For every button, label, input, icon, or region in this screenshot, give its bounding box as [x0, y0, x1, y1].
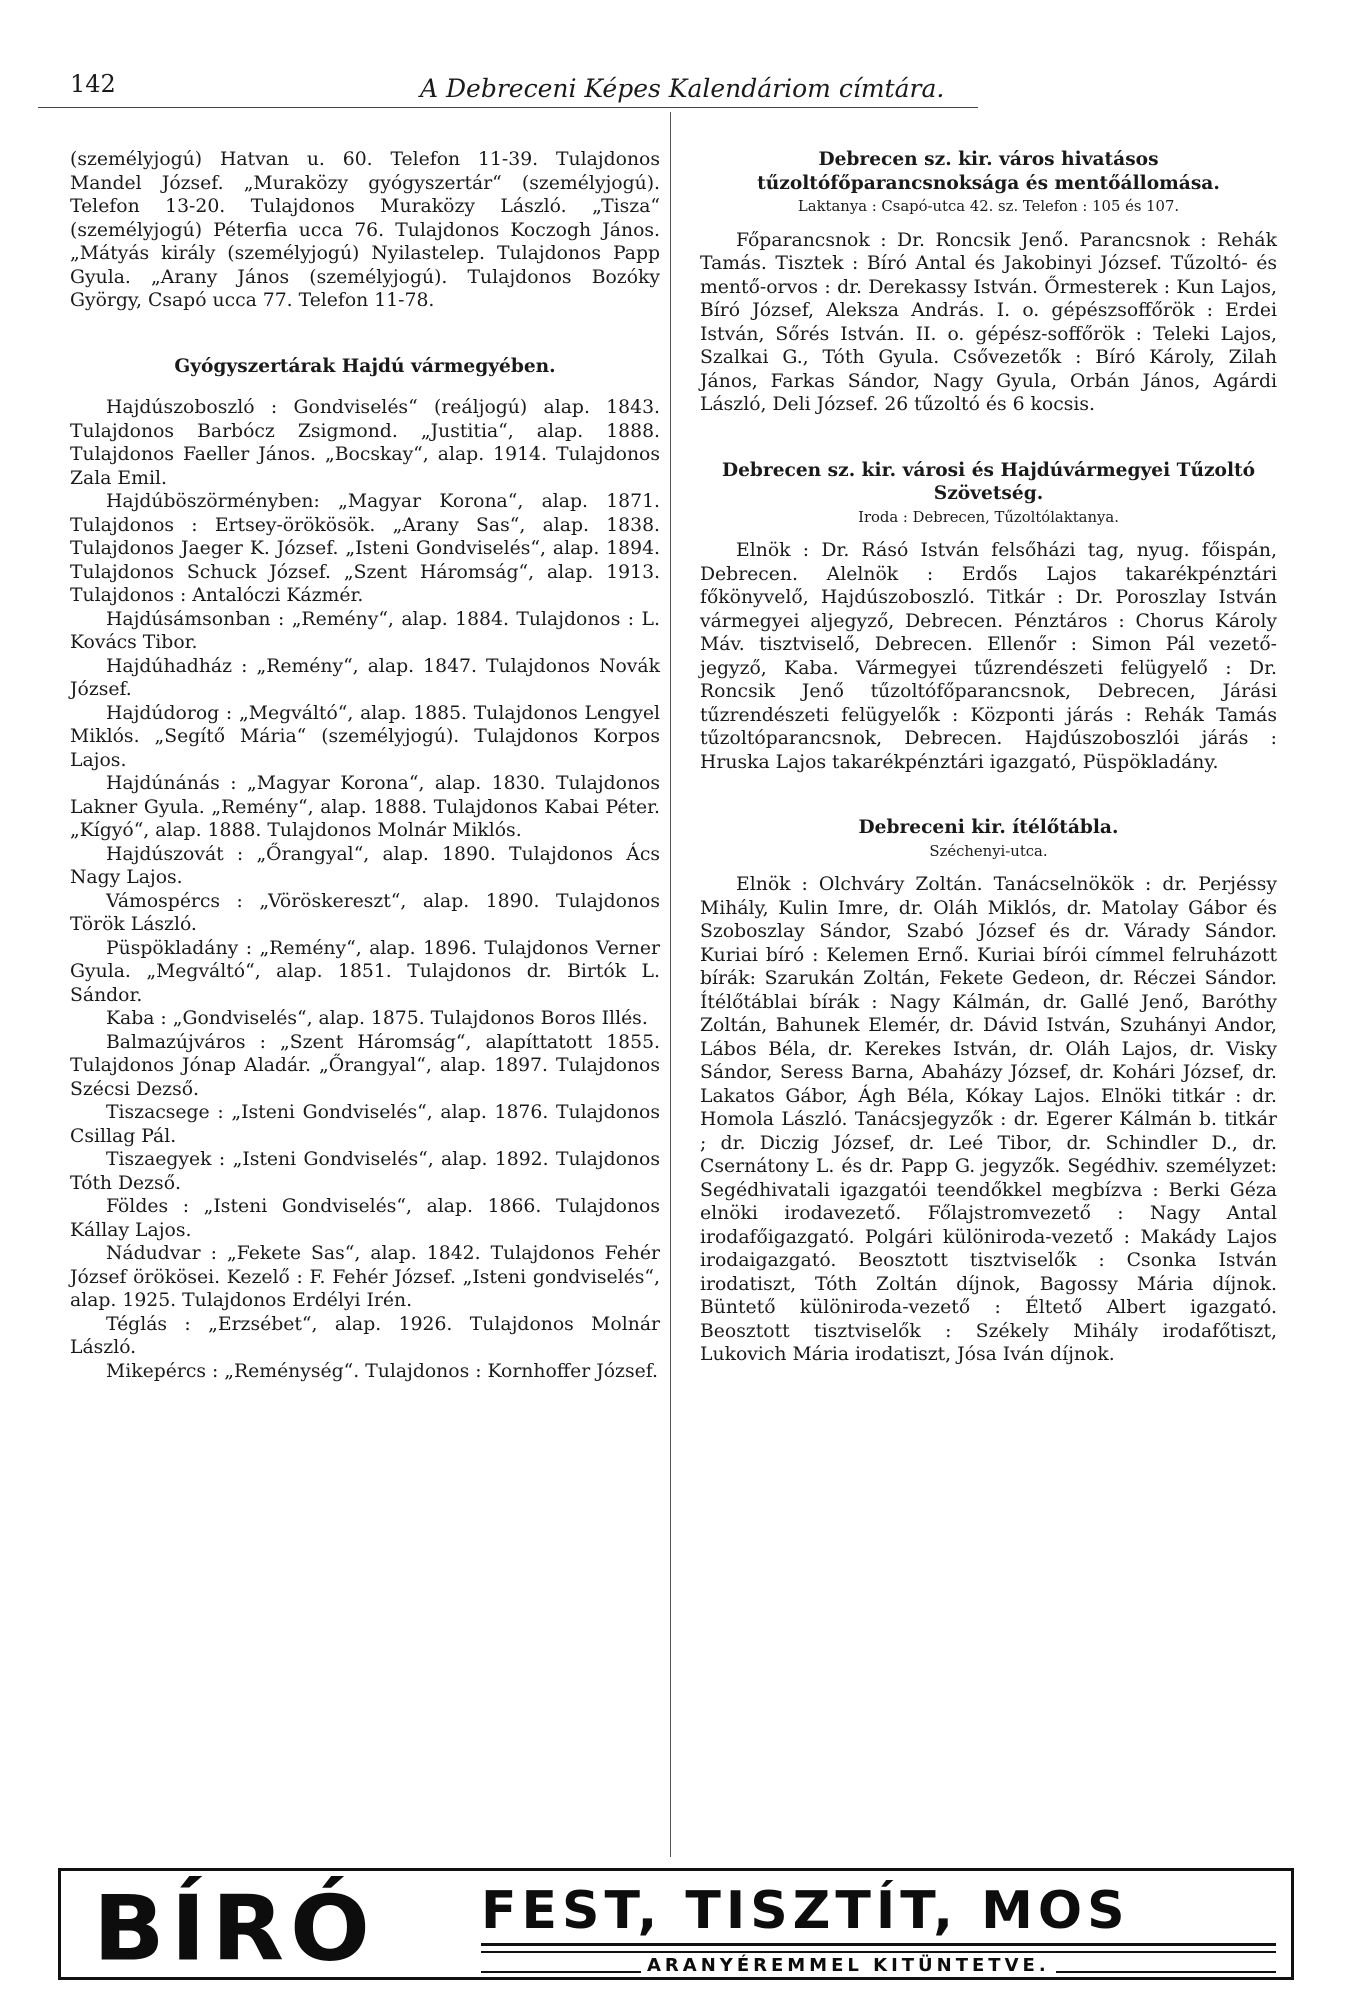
pharmacy-entry: Tiszaegyek : „Isteni Gondviselés“, alap. 1892. Tulajdonos Tóth Dezső.: [70, 1149, 660, 1194]
page-header: [40, 70, 970, 110]
pharmacy-entry: Hajdúdorog : „Megváltó“, alap. 1885. Tulajdonos Lengyel Miklós. „Segítő Mária“ (személyjogú). Tulajdonos Korpos Lajos.: [70, 702, 660, 771]
pharmacy-entry: Hajdúsámsonban : „Remény“, alap. 1884. Tulajdonos : L. Kovács Tibor.: [70, 608, 660, 653]
pharmacy-entry: Püspökladány : „Remény“, alap. 1896. Tulajdonos Verner Gyula. „Megváltó“, alap. 1851. Tulajdonos dr. Birtók L. Sándor.: [70, 937, 660, 1006]
intro-paragraph: (személyjogú) Hatvan u. 60. Telefon 11-39. Tulajdonos Mandel József. „Muraközy gyógyszertár“ (személyjogú). Telefon 13-20. Tulajdonos Muraközy László. „Tisza“ (személyjogú) Péterfia ucca 76. Tulajdonos Koczogh János. „Mátyás király (személyjogú) Nyilastelep. Tulajdonos Papp Gyula. „Arany János (személyjogú). Tulajdonos Bozóky György, Csapó ucca 77. Telefon 11-78.: [70, 149, 660, 311]
section-body: Főparancsnok : Dr. Roncsik Jenő. Parancsnok : Rehák Tamás. Tisztek : Bíró Antal és Jakobinyi József. Tűzoltó- és mentő-orvos : dr. Derekassy István. Őrmesterek : Kun Lajos, Bíró József, Aleksza András. I. o. gépészsoffőrök : Erdei István, Sőrés István. II. o. gépész-soffőrök : Teleki Lajos, Szalkai G., Tóth Gyula. Csővezetők : Bíró Károly, Zilah János, Farkas Sándor, Nagy Gyula, Orbán János, Agárdi László, Deli József. 26 tűzoltó és 6 kocsis.: [700, 229, 1277, 415]
column-divider: [670, 112, 671, 1857]
pharmacy-entry: Vámospércs : „Vöröskereszt“, alap. 1890. Tulajdonos Török László.: [70, 890, 660, 935]
pharmacy-entry: Földes : „Isteni Gondviselés“, alap. 1866. Tulajdonos Kállay Lajos.: [70, 1196, 660, 1241]
section-title-court: Debreceni kir. ítélőtábla.: [858, 817, 1119, 838]
pharmacy-entry: Kaba : „Gondviselés“, alap. 1875. Tulajdonos Boros Illés.: [106, 1008, 648, 1029]
pharmacy-entry: Nádudvar : „Fekete Sas“, alap. 1842. Tulajdonos Fehér József örökösei. Kezelő : F. Fehér József. „Isteni gondviselés“, alap. 1925. Tulajdonos Erdélyi Irén.: [70, 1243, 660, 1311]
section-subtitle: Iroda : Debrecen, Tűzoltólaktanya.: [858, 508, 1119, 526]
ad-rule: [481, 1951, 1276, 1953]
pharmacy-entry: Hajdúszovát : „Őrangyal“, alap. 1890. Tulajdonos Ács Nagy Lajos.: [70, 843, 660, 888]
pharmacy-entry: Tiszacsege : „Isteni Gondviselés“, alap. 1876. Tulajdonos Csillag Pál.: [70, 1102, 660, 1147]
section-title-fire-department: Debrecen sz. kir. város hivatásos tűzoltófőparancsnoksága és mentőállomása.: [757, 149, 1220, 194]
ad-award: ARANYÉREMMEL KITÜNTETVE.: [641, 1955, 1056, 1976]
advertisement-banner: [58, 1868, 1294, 1980]
pharmacy-entry: Téglás : „Erzsébet“, alap. 1926. Tulajdonos Molnár László.: [70, 1313, 660, 1358]
right-column: [700, 148, 1277, 1367]
section-subtitle: Laktanya : Csapó-utca 42. sz. Telefon : 105 és 107.: [797, 198, 1180, 215]
pharmacy-entry: Hajdúnánás : „Magyar Korona“, alap. 1830. Tulajdonos Lakner Gyula. „Remény“, alap. 1888. Tulajdonos Kabai Péter. „Kígyó“, alap. 1888. Tulajdonos Molnár Miklós.: [70, 773, 660, 841]
ad-slogan: FEST, TISZTÍT, MOS: [481, 1881, 1130, 1941]
pharmacy-entry: Hajdúszoboszló : Gondviselés“ (reáljogú) alap. 1843. Tulajdonos Barbócz Zsigmond. „Justitia“, alap. 1888. Tulajdonos Faeller János. „Bocskay“, alap. 1914. Tulajdonos Zala Emil.: [70, 397, 660, 489]
section-title-fire-association: Debrecen sz. kir. városi és Hajdúvármegyei Tűzoltó Szövetség.: [721, 459, 1256, 504]
ad-rule: [481, 1943, 1276, 1946]
section-body: Elnök : Olchváry Zoltán. Tanácselnökök : dr. Perjéssy Mihály, Kulin Imre, dr. Oláh Miklós, dr. Matolay Gábor és Szoboszlay Sándor, Szabó József és dr. Várady Sándor. Kuriai bíró : Kelemen Ernő. Kuriai bírói címmel felruházott bírák: Szarukán Zoltán, Fekete Gedeon, dr. Réczei Sándor. Ítélőtáblai bírák : Nagy Kálmán, dr. Gallé Jenő, Baróthy Zoltán, Bahunek Elemér, dr. Dávid István, Szuhányi Andor, Lábos Béla, dr. Kerekes István, dr. Oláh Lajos, dr. Visky Sándor, Seress Barna, Abaházy József, dr. Kohári József, dr. Lakatos Gábor, Ágh Béla, Kókay Lajos. Elnöki titkár : dr. Homola László. Tanácsjegyzők : dr. Egerer Kálmán b. titkár ; dr. Diczig József, dr. Leé Tibor, dr. Schindler D., dr. Csernátony L. és dr. Papp G. jegyzők. Segédhiv. személyzet: Segédhivatali igazgatói teendőkkel megbízva : Berki Géza elnöki irodavezető. Főlajstromvezető : Nagy Antal irodafőigazgató. Polgári különiroda-vezető : Makády Lajos irodaigazgató. Beosztott tisztviselők : Csonka István irodatiszt, Tóth Zoltán díjnok, Bagossy Mária díjnok. Büntető különiroda-vezető : Éltető Albert igazgató. Beosztott tisztviselők : Székely Mihály irodafőtiszt, Lukovich Mária irodatiszt, Jósa Iván díjnok.: [700, 874, 1277, 1365]
section-title-pharmacies: Gyógyszertárak Hajdú vármegyében.: [174, 355, 556, 377]
page-number: 142: [70, 70, 116, 98]
header-rule: [38, 107, 978, 108]
section-subtitle: Széchenyi-utca.: [929, 842, 1048, 860]
pharmacy-entry: Hajdúböszörményben: „Magyar Korona“, alap. 1871. Tulajdonos : Ertsey-örökösök. „Arany Sas“, alap. 1838. Tulajdonos Jaeger K. József. „Isteni Gondviselés“, alap. 1894. Tulajdonos Schuck József. „Szent Háromság“, alap. 1913. Tulajdonos : Antalóczi Kázmér.: [70, 491, 660, 606]
pharmacy-entry: Balmazújváros : „Szent Háromság“, alapíttatott 1855. Tulajdonos Jónap Aladár. „Őrangyal“, alap. 1897. Tulajdonos Szécsi Dezső.: [70, 1031, 660, 1100]
left-column: [70, 148, 660, 1383]
ad-brand: BÍRÓ: [93, 1877, 376, 1982]
pharmacy-entry: Mikepércs : „Reménység“. Tulajdonos : Kornhoffer József.: [106, 1360, 658, 1382]
running-title: A Debreceni Képes Kalendáriom címtára.: [420, 74, 945, 103]
section-body: Elnök : Dr. Rásó István felsőházi tag, nyug. főispán, Debrecen. Alelnök : Erdős Lajos takarékpénztári főkönyvelő, Hajdúszoboszló. Titkár : Dr. Poroszlay István vármegyei aljegyző, Debrecen. Pénztáros : Chorus Károly Máv. tisztviselő, Debrecen. Ellenőr : Simon Pál vezető-jegyző, Kaba. Vármegyei tűzrendészeti felügyelő : Dr. Roncsik Jenő tűzoltófőparancsnok, Debrecen, Járási tűzrendészeti felügyelők : Központi járás : Rehák Tamás tűzoltóparancsnok, Debrecen. Hajdúszoboszlói járás : Hruska Lajos takarékpénztári igazgató, Püspökladány.: [700, 540, 1277, 773]
pharmacy-entry: Hajdúhadház : „Remény“, alap. 1847. Tulajdonos Novák József.: [70, 655, 660, 700]
